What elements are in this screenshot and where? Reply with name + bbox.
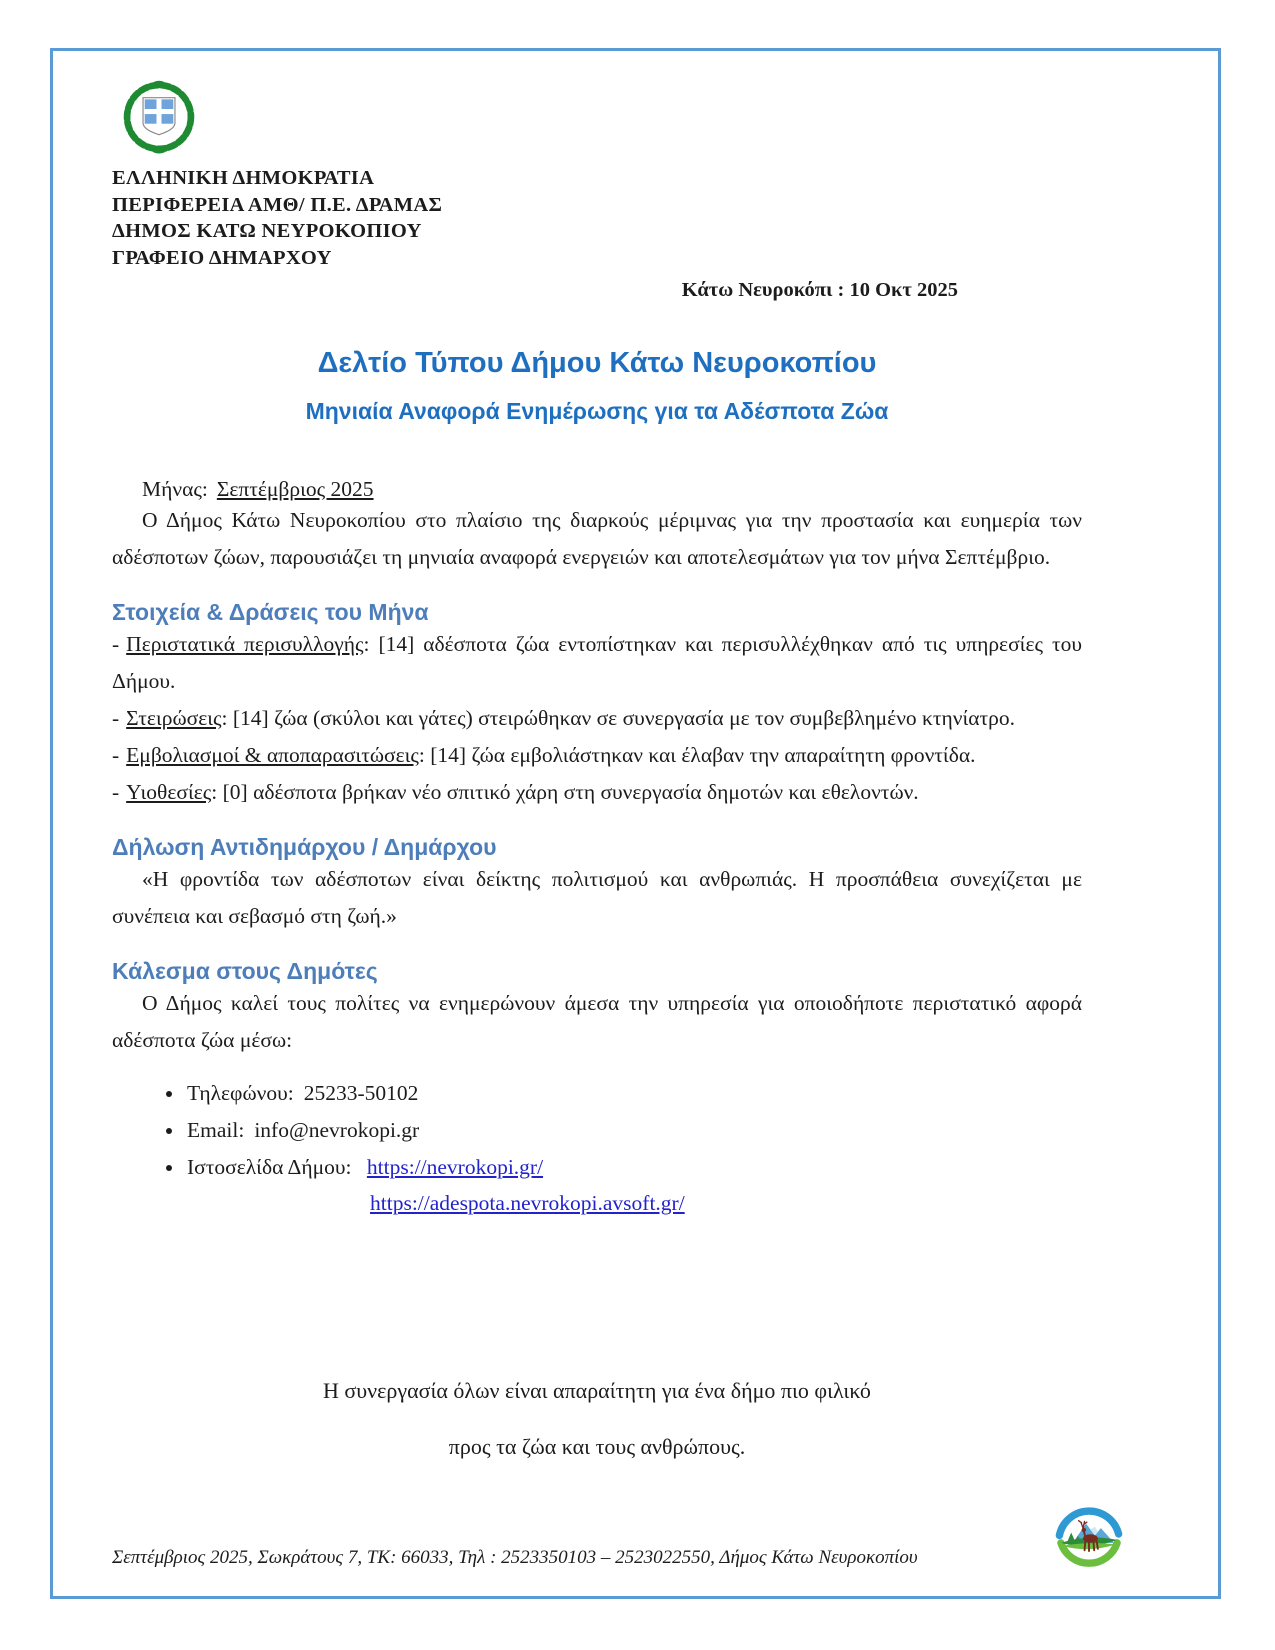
action-text: : [14] αδέσποτα ζώα εντοπίστηκαν και περισυλλέχθηκαν από τις υπηρεσίες του Δήμου. [112, 632, 1082, 693]
contact-item-email [185, 1112, 1082, 1148]
contact-intro: Ο Δήμος καλεί τους πολίτες να ενημερώνουν άμεσα την υπηρεσία για οποιοδήποτε περιστατικό αφορά αδέσποτα ζώα μέσω: [112, 991, 1082, 1052]
action-text: : [14] ζώα (σκύλοι και γάτες) στειρώθηκαν σε συνεργασία με τον συμβεβλημένο κτηνίατρο. [221, 706, 1016, 730]
action-item [112, 737, 1082, 774]
page-subtitle: Μηνιαία Αναφορά Ενημέρωσης για τα Αδέσποτα Ζώα [305, 398, 889, 424]
action-text: : [14] ζώα εμβολιάστηκαν και έλαβαν την απαραίτητη φροντίδα. [418, 743, 976, 767]
page-frame [50, 48, 1221, 1599]
action-term: Εμβολιασμοί & αποπαρασιτώσεις [126, 743, 419, 767]
agency-line: ΓΡΑΦΕΙΟ ΔΗΜΑΡΧΟΥ [112, 246, 332, 269]
bullet-dash: - [112, 743, 120, 767]
bullet-dash: - [112, 706, 120, 730]
month-value: Σεπτέμβριος 2025 [216, 477, 374, 501]
section-heading-contact: Κάλεσμα στους Δημότες [112, 958, 378, 984]
website-link2-row [187, 1185, 1082, 1221]
footer-text: Σεπτέμβριος 2025, Σωκράτους 7, ΤΚ: 66033, Τηλ : 2523350103 – 2523022550, Δήμος Κάτω Νευροκοπίου [112, 1547, 918, 1568]
action-item [112, 774, 1082, 811]
intro-paragraph: Ο Δήμος Κάτω Νευροκοπίου στο πλαίσιο της διαρκούς μέριμνας για την προστασία και ευημερία των αδέσποτων ζώων, παρουσιάζει τη μηνιαία αναφορά ενεργειών και αποτελεσμάτων για τον μήνα Σεπτέμβριο. [112, 508, 1082, 569]
email-value: info@nevrokopi.gr [254, 1118, 420, 1142]
action-term: Περιστατικά περισυλλογής [126, 632, 364, 656]
website-link[interactable]: https://nevrokopi.gr/ [366, 1155, 544, 1179]
phone-value: 25233-50102 [303, 1081, 419, 1105]
bullet-dash: - [112, 780, 120, 804]
website-label: Ιστοσελίδα Δήμου: [187, 1155, 352, 1179]
email-label: Email: [187, 1118, 245, 1142]
agency-line: ΔΗΜΟΣ ΚΑΤΩ ΝΕΥΡΟΚΟΠΙΟΥ [112, 220, 422, 242]
agency-line: ΠΕΡΙΦΕΡΕΙΑ ΑΜΘ/ Π.Ε. ΔΡΑΜΑΣ [112, 193, 443, 216]
closing-line-1: Η συνεργασία όλων είναι απαραίτητη για ένα δήμο πιο φιλικό [323, 1378, 871, 1403]
action-term: Υιοθεσίες [126, 780, 212, 804]
section-heading-actions: Στοιχεία & Δράσεις του Μήνα [112, 599, 429, 625]
page-title: Δελτίο Τύπου Δήμου Κάτω Νευροκοπίου [317, 347, 877, 379]
agency-header [112, 165, 1082, 271]
adespota-link[interactable]: https://adespota.nevrokopi.avsoft.gr/ [370, 1191, 685, 1215]
action-item [112, 700, 1082, 737]
greek-coat-of-arms-icon [116, 75, 202, 159]
statement-quote: «Η φροντίδα των αδέσποτων είναι δείκτης πολιτισμού και ανθρωπιάς. Η προσπάθεια συνεχίζεται με συνέπεια και σεβασμό στη ζωή.» [112, 867, 1082, 928]
section-heading-statement: Δήλωση Αντιδημάρχου / Δημάρχου [112, 834, 497, 860]
agency-line: ΕΛΛΗΝΙΚΗ ΔΗΜΟΚΡΑΤΙΑ [112, 167, 375, 189]
contact-item-website [185, 1149, 1082, 1221]
action-text: : [0] αδέσποτα βρήκαν νέο σπιτικό χάρη στη συνεργασία δημοτών και εθελοντών. [211, 780, 919, 804]
contact-item-phone [185, 1075, 1082, 1111]
month-label: Μήνας: [142, 477, 208, 501]
action-term: Στειρώσεις [126, 706, 222, 730]
action-item [112, 626, 1082, 700]
month-line [112, 477, 1082, 502]
contact-list [112, 1075, 1082, 1221]
dateline: Κάτω Νευροκόπι : 10 Οκτ 2025 [681, 279, 958, 301]
bullet-dash: - [112, 632, 120, 656]
closing-line-2: προς τα ζώα και τους ανθρώπους. [448, 1434, 746, 1459]
phone-label: Τηλεφώνου: [187, 1081, 294, 1105]
page-content [53, 51, 1218, 1596]
